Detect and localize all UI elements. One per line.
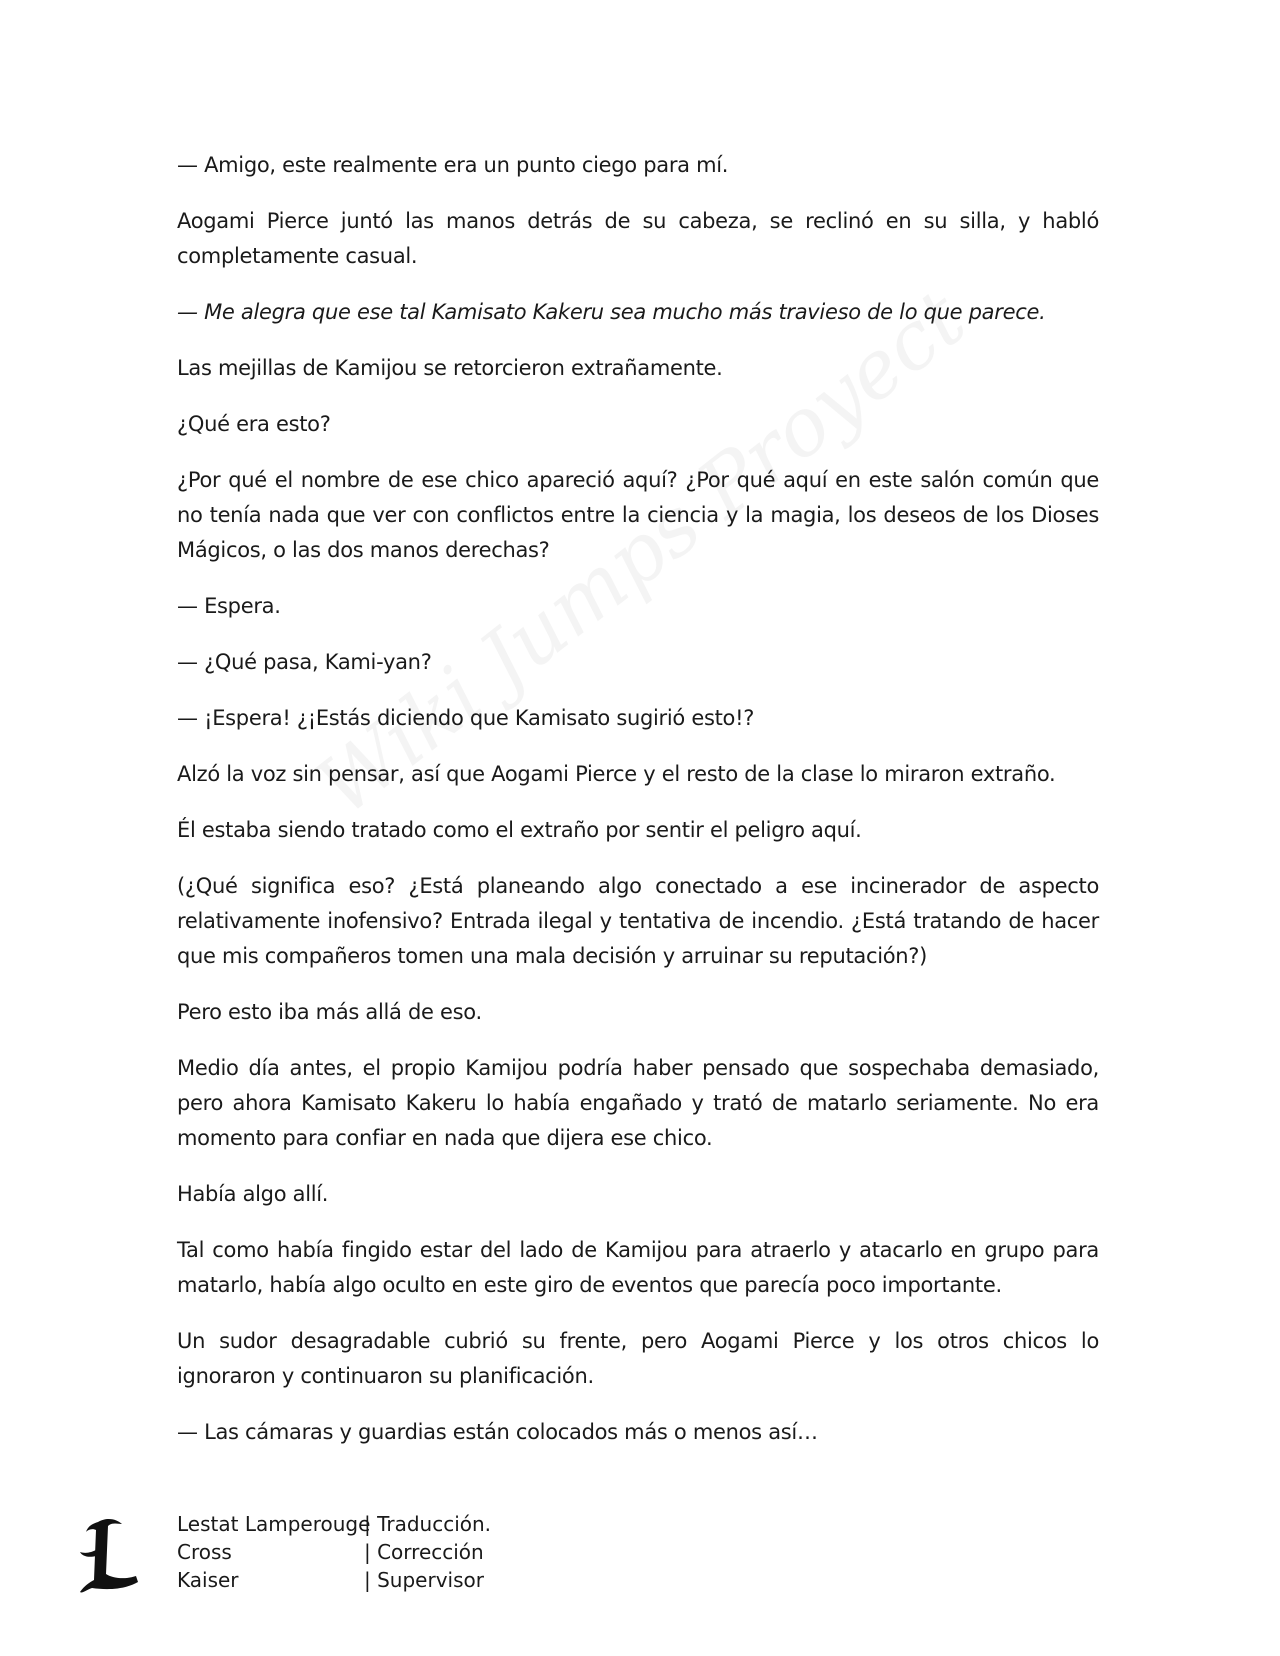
credits-list — [177, 1510, 491, 1594]
credit-row — [177, 1510, 491, 1538]
document-body — [177, 148, 1099, 1471]
paragraph: ¿Qué era esto? — [177, 412, 331, 436]
paragraph: — Amigo, este realmente era un punto ciego para mí. — [177, 153, 729, 177]
paragraph: Aogami Pierce juntó las manos detrás de su cabeza, se reclinó en su silla, y habló completamente casual. — [177, 209, 1099, 268]
paragraph: Había algo allí. — [177, 1182, 329, 1206]
paragraph: Él estaba siendo tratado como el extraño por sentir el peligro aquí. — [177, 818, 862, 842]
credit-name: Kaiser — [177, 1568, 239, 1592]
credit-role: | Traducción. — [364, 1512, 492, 1536]
paragraph: Un sudor desagradable cubrió su frente, pero Aogami Pierce y los otros chicos lo ignoraron y continuaron su planificación. — [177, 1329, 1099, 1388]
paragraph: — Me alegra que ese tal Kamisato Kakeru sea mucho más travieso de lo que parece. — [177, 300, 1046, 324]
paragraph: — Las cámaras y guardias están colocados más o menos así… — [177, 1420, 818, 1444]
paragraph: — ¿Qué pasa, Kami-yan? — [177, 650, 432, 674]
paragraph: (¿Qué significa eso? ¿Está planeando algo conectado a ese incinerador de aspecto relativamente inofensivo? Entrada ilegal y tentativa de incendio. ¿Está tratando de hacer que mis compañeros tomen una mala decisión y arruinar su reputación?) — [177, 874, 1099, 968]
paragraph: Pero esto iba más allá de eso. — [177, 1000, 482, 1024]
paragraph: Las mejillas de Kamijou se retorcieron extrañamente. — [177, 356, 723, 380]
credit-row — [177, 1566, 491, 1594]
paragraph: Medio día antes, el propio Kamijou podría haber pensado que sospechaba demasiado, pero ahora Kamisato Kakeru lo había engañado y trató de matarlo seriamente. No era momento para confiar en nada que dijera ese chico. — [177, 1056, 1099, 1150]
paragraph: — ¡Espera! ¿¡Estás diciendo que Kamisato sugirió esto!? — [177, 706, 755, 730]
credit-name: Cross — [177, 1540, 232, 1564]
paragraph: — Espera. — [177, 594, 281, 618]
paragraph: Alzó la voz sin pensar, así que Aogami Pierce y el resto de la clase lo miraron extraño. — [177, 762, 1056, 786]
credit-row — [177, 1538, 491, 1566]
credit-role: | Supervisor — [364, 1568, 484, 1592]
paragraph: Tal como había fingido estar del lado de Kamijou para atraerlo y atacarlo en grupo para matarlo, había algo oculto en este giro de eventos que parecía poco importante. — [177, 1238, 1099, 1297]
page-footer — [0, 1510, 1280, 1610]
paragraph: ¿Por qué el nombre de ese chico apareció aquí? ¿Por qué aquí en este salón común que no tenía nada que ver con conflictos entre la ciencia y la magia, los deseos de los Dioses Mágicos, o las dos manos derechas? — [177, 468, 1099, 562]
credit-role: | Corrección — [364, 1540, 484, 1564]
gothic-letter-L-logo-icon — [78, 1516, 140, 1596]
credit-name: Lestat Lamperouge — [177, 1512, 371, 1536]
